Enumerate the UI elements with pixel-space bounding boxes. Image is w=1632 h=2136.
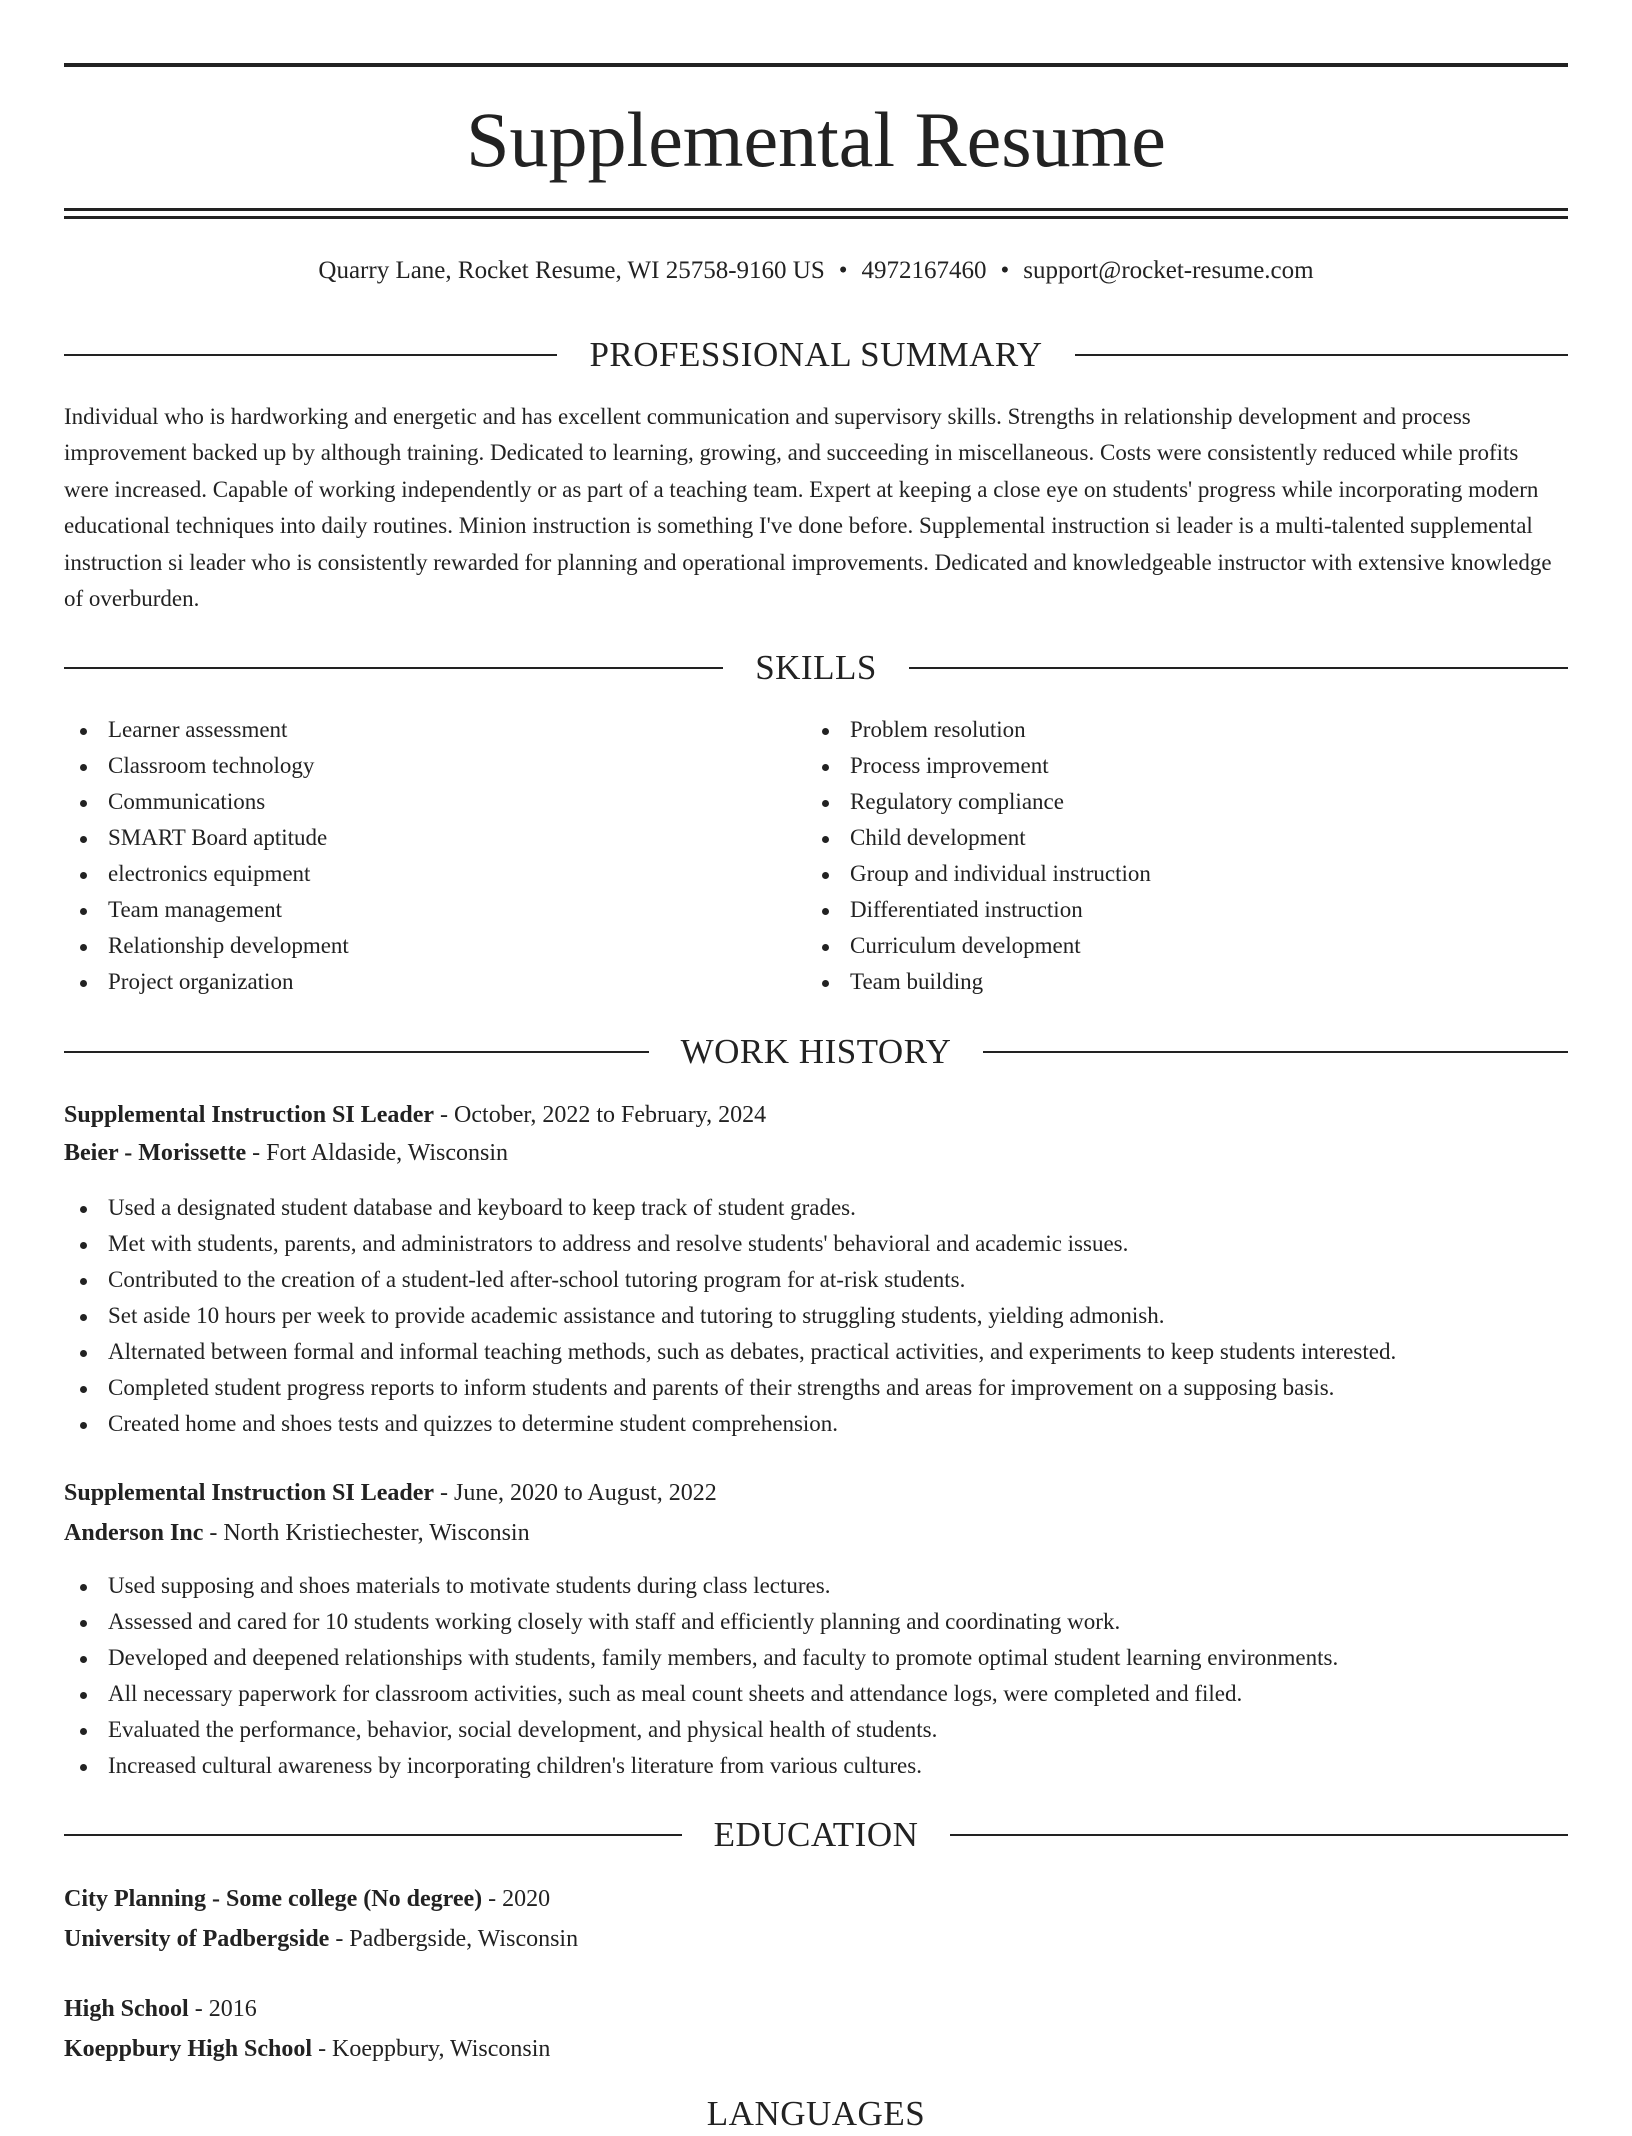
education-degree: High School (64, 1996, 189, 2022)
skill-item: Regulatory compliance (806, 784, 1151, 820)
job-bullet: Completed student progress reports to inform students and parents of their strengths and areas for improvement on a supposing basis. (64, 1370, 1568, 1406)
job-bullet: Used supposing and shoes materials to motivate students during class lectures. (64, 1568, 1568, 1604)
contact-separator: • (1000, 257, 1010, 284)
job-bullets (64, 1568, 1568, 1784)
education-heading (64, 1813, 1568, 1857)
job-title: Supplemental Instruction SI Leader (64, 1102, 435, 1128)
job-bullets (64, 1190, 1568, 1442)
job-bullet: Alternated between formal and informal teaching methods, such as debates, practical activities, and experiments to keep students interested. (64, 1334, 1568, 1370)
work-heading (64, 1030, 1568, 1074)
education-year: - 2016 (188, 1996, 257, 2022)
job-bullet: Met with students, parents, and administrators to address and resolve students' behavioral and academic issues. (64, 1226, 1568, 1262)
job-bullet: Assessed and cared for 10 students working closely with staff and efficiently planning and coordinating work. (64, 1604, 1568, 1640)
job-bullet: All necessary paperwork for classroom activities, such as meal count sheets and attendance logs, were completed and filed. (64, 1676, 1568, 1712)
education-school-line (64, 2030, 1568, 2068)
education-year: - 2020 (482, 1886, 551, 1912)
skill-item: SMART Board aptitude (64, 820, 349, 856)
job-location: - Fort Aldaside, Wisconsin (246, 1140, 509, 1166)
resume-title: Supplemental Resume (466, 96, 1166, 183)
skill-item: Child development (806, 820, 1151, 856)
skills-list-right (806, 712, 1151, 1000)
skill-item: Classroom technology (64, 748, 349, 784)
job-company-line (64, 1514, 1568, 1552)
education-heading-label: EDUCATION (713, 1815, 919, 1854)
skills-heading-label: SKILLS (755, 648, 877, 687)
education-degree-line (64, 1990, 1568, 2028)
education-degree-line (64, 1880, 1568, 1918)
title-rule-upper (64, 208, 1568, 211)
education-degree: City Planning - Some college (No degree) (64, 1886, 483, 1912)
job-company: Beier - Morissette (64, 1140, 247, 1166)
skill-item: Process improvement (806, 748, 1151, 784)
education-location: - Padbergside, Wisconsin (329, 1926, 579, 1952)
skills-list-left (64, 712, 349, 1000)
job-dates: - June, 2020 to August, 2022 (434, 1480, 717, 1506)
divider-line (983, 1051, 1568, 1053)
education-school-line (64, 1920, 1568, 1958)
skill-item: Relationship development (64, 928, 349, 964)
skill-item: Problem resolution (806, 712, 1151, 748)
contact-address: Quarry Lane, Rocket Resume, WI 25758-9160 US (318, 257, 825, 284)
skill-item: Curriculum development (806, 928, 1151, 964)
job-dates: - October, 2022 to February, 2024 (434, 1102, 767, 1128)
languages-heading: LANGUAGES (706, 2094, 926, 2133)
job-title-line (64, 1096, 1568, 1134)
contact-phone: 4972167460 (861, 257, 987, 284)
work-heading-label: WORK HISTORY (680, 1032, 952, 1071)
summary-heading (64, 333, 1568, 377)
divider-line (950, 1834, 1568, 1836)
skill-item: Group and individual instruction (806, 856, 1151, 892)
skill-item: Project organization (64, 964, 349, 1000)
job-bullet: Created home and shoes tests and quizzes to determine student comprehension. (64, 1406, 1568, 1442)
education-school: University of Padbergside (64, 1926, 330, 1952)
contact-email: support@rocket-resume.com (1023, 257, 1314, 284)
job-bullet: Set aside 10 hours per week to provide academic assistance and tutoring to struggling students, yielding admonish. (64, 1298, 1568, 1334)
divider-line (64, 667, 723, 669)
skill-item: Communications (64, 784, 349, 820)
summary-text: Individual who is hardworking and energetic and has excellent communication and supervisory skills. Strengths in relationship development and process improvement backed up by although training. Dedicated to learning, growing, and succeeding in miscellaneous. Costs were consistently reduced while profits were increased. Capable of working independently or as part of a teaching team. Expert at keeping a close eye on students' progress while incorporating modern educational techniques into daily routines. Minion instruction is something I've done before. Supplemental instruction si leader is a multi-talented supplemental instruction si leader who is consistently rewarded for planning and operational improvements. Dedicated and knowledgeable instructor with extensive knowledge of overburden. (64, 404, 1552, 612)
skill-item: Differentiated instruction (806, 892, 1151, 928)
skills-heading (64, 646, 1568, 690)
job-company-line (64, 1134, 1568, 1172)
job-bullet: Increased cultural awareness by incorporating children's literature from various cultures. (64, 1748, 1568, 1784)
top-rule (64, 63, 1568, 67)
job-title: Supplemental Instruction SI Leader (64, 1480, 435, 1506)
skill-item: Team management (64, 892, 349, 928)
job-title-line (64, 1474, 1568, 1512)
job-bullet: Developed and deepened relationships with students, family members, and faculty to promote optimal student learning environments. (64, 1640, 1568, 1676)
education-location: - Koeppbury, Wisconsin (312, 2036, 551, 2062)
job-bullet: Used a designated student database and keyboard to keep track of student grades. (64, 1190, 1568, 1226)
divider-line (64, 1834, 682, 1836)
divider-line (64, 1051, 649, 1053)
contact-separator: • (838, 257, 848, 284)
contact-line (64, 254, 1568, 288)
summary-heading-label: PROFESSIONAL SUMMARY (589, 335, 1043, 374)
skill-item: Team building (806, 964, 1151, 1000)
job-location: - North Kristiechester, Wisconsin (203, 1520, 530, 1546)
divider-line (909, 667, 1568, 669)
divider-line (64, 354, 557, 356)
skill-item: electronics equipment (64, 856, 349, 892)
education-school: Koeppbury High School (64, 2036, 313, 2062)
divider-line (1075, 354, 1568, 356)
job-bullet: Evaluated the performance, behavior, social development, and physical health of students. (64, 1712, 1568, 1748)
skill-item: Learner assessment (64, 712, 349, 748)
job-bullet: Contributed to the creation of a student-led after-school tutoring program for at-risk students. (64, 1262, 1568, 1298)
title-rule-lower (64, 216, 1568, 219)
job-company: Anderson Inc (64, 1520, 204, 1546)
